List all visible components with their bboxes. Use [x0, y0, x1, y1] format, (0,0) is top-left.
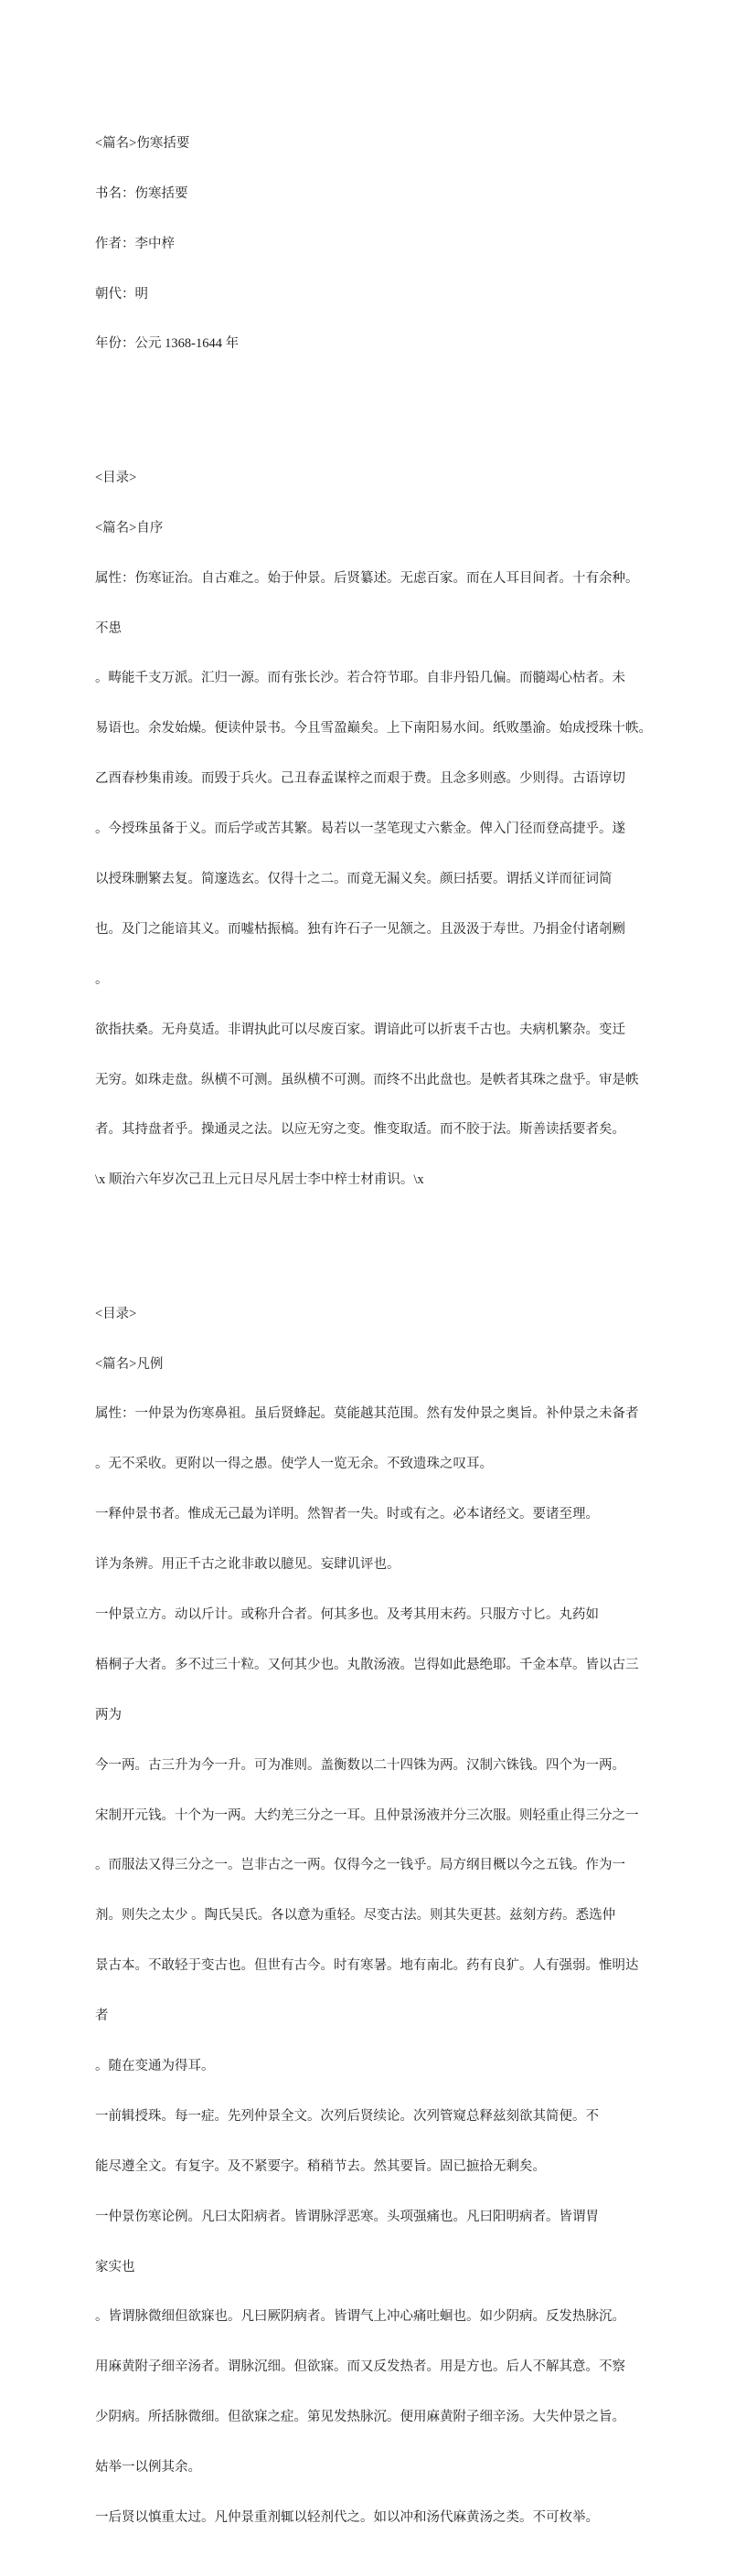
- meta-line-dynasty: 朝代：明: [95, 286, 148, 302]
- text-line: 一仲景伤寒论例。凡曰太阳病者。皆谓脉浮恶寒。头项强痛也。凡曰阳明病者。皆谓胃: [95, 2209, 599, 2224]
- text-line: 一后贤以慎重太过。凡仲景重剂辄以轻剂代之。如以冲和汤代麻黄汤之类。不可枚举。: [95, 2510, 599, 2526]
- text-line: 家实也: [95, 2259, 135, 2274]
- text-content: [95, 85, 698, 2576]
- text-line: 不患: [95, 620, 122, 636]
- text-line: 一仲景立方。动以斤计。或称升合者。何其多也。及考其用末药。只服方寸匕。丸药如: [95, 1607, 599, 1623]
- text-line: 景古本。不敢轻于变古也。但世有古今。时有寒暑。地有南北。药有良犷。人有强弱。惟明达: [95, 1958, 639, 1974]
- text-line: 一释仲景书者。惟成无己最为详明。然智者一失。时或有之。必本诸经文。要诸至理。: [95, 1507, 599, 1522]
- text-line: 属性：一仲景为伤寒鼻祖。虽后贤蜂起。莫能越其范围。然有发仲景之奥旨。补仲景之未备者: [95, 1406, 639, 1422]
- meta-line-author: 作者：李中梓: [95, 236, 175, 251]
- text-line: 。: [95, 971, 109, 987]
- toc-tag: <目录>: [95, 1306, 137, 1321]
- text-line: 姑举一以例其余。: [95, 2460, 201, 2475]
- section-title-tag: <篇名>自序: [95, 520, 164, 535]
- blank-line: [95, 1238, 698, 1255]
- text-line: 用麻黄附子细辛汤者。谓脉沉细。但欲寐。而又反发热者。用是方也。后人不解其意。不察: [95, 2359, 625, 2375]
- text-line: 梧桐子大者。多不过三十粒。又何其少也。丸散汤液。岂得如此悬绝耶。千金本草。皆以古三: [95, 1657, 639, 1672]
- text-line: 者: [95, 2009, 109, 2024]
- text-line: 。而服法又得三分之一。岂非古之一两。仅得今之一钱乎。局方纲目概以今之五钱。作为一: [95, 1858, 625, 1873]
- text-line: 。随在变通为得耳。: [95, 2059, 215, 2074]
- text-line: 者。其持盘者乎。操通灵之法。以应无穷之变。惟变取适。而不胶于法。斯善读括要者矣。: [95, 1122, 625, 1138]
- meta-line-year: 年份：公元 1368-1644 年: [95, 336, 240, 352]
- blank-line: [95, 403, 698, 419]
- text-line: 以授珠删繁去复。简邃选玄。仅得十之二。而竟无漏义矣。颜曰括要。谓括义详而征词简: [95, 871, 613, 886]
- text-line: 也。及门之能谙其义。而嘘枯振槁。独有许石子一见颔之。且汲汲于寿世。乃捐金付诸剞劂: [95, 921, 625, 937]
- text-line: 。今授珠虽备于义。而后学或苦其繁。曷若以一茎笔现丈六紫金。俾入门径而登高捷乎。遂: [95, 822, 625, 837]
- text-line: 。皆谓脉微细但欲寐也。凡曰厥阴病者。皆谓气上冲心痛吐蛔也。如少阴病。反发热脉沉。: [95, 2309, 625, 2325]
- text-line: 详为条辨。用正千古之讹非敢以臆见。妄肆讥评也。: [95, 1557, 400, 1573]
- text-line: 乙酉春杪集甫竣。而毁于兵火。己丑春孟谋梓之而艰于费。且念多则惑。少则得。古语谆切: [95, 771, 625, 787]
- text-line: 剂。则失之太少 。陶氏吴氏。各以意为重轻。尽变古法。则其失更甚。兹刻方药。悉选仲: [95, 1908, 616, 1924]
- text-line: 。畴能千支万派。汇归一源。而有张长沙。若合符节耶。自非丹铅几偏。而髓竭心枯者。未: [95, 671, 625, 686]
- text-line: 能尽遵全文。有复字。及不紧要字。稍稍节去。然其要旨。固已摭拾无剩矣。: [95, 2158, 546, 2174]
- text-line: \x 顺治六年岁次己丑上元日尽凡居士李中梓士材甫识。\x: [95, 1172, 424, 1188]
- text-line: 。无不采收。更附以一得之愚。使学人一览无余。不致遗珠之叹耳。: [95, 1457, 493, 1472]
- text-line: 无穷。如珠走盘。纵横不可测。虽纵横不可测。而终不出此盘也。是帙者其珠之盘乎。审是帙: [95, 1072, 639, 1087]
- toc-tag: <目录>: [95, 470, 137, 485]
- text-line: 易语也。余发始燥。便读仲景书。今且雪盈巅矣。上下南阳易水间。纸败墨渝。始成授珠十帙。: [95, 721, 652, 737]
- meta-line-book-name: 书名：伤寒括要: [95, 186, 188, 201]
- text-line: 宋制开元钱。十个为一两。大约羌三分之一耳。且仲景汤液并分三次服。则轻重止得三分之一: [95, 1807, 639, 1823]
- text-line: 一前辑授珠。每一症。先列仲景全文。次列后贤续论。次列管窥总释兹刻欲其简便。不: [95, 2108, 599, 2124]
- text-line: 欲指扶桑。无舟莫适。非谓执此可以尽废百家。谓谙此可以折衷千古也。夫病机繁杂。变迁: [95, 1022, 625, 1037]
- meta-line-title-tag: <篇名>伤寒括要: [95, 135, 190, 151]
- text-line: 今一两。古三升为今一升。可为准则。盖衡数以二十四铢为两。汉制六铢钱。四个为一两。: [95, 1757, 625, 1773]
- text-line: 属性：伤寒证治。自古难之。始于仲景。后贤纂述。无虑百家。而在人耳目间者。十有余种。: [95, 570, 639, 586]
- text-line: 两为: [95, 1707, 122, 1723]
- text-line: 少阴病。所括脉微细。但欲寐之症。第见发热脉沉。便用麻黄附子细辛汤。大失仲景之旨。: [95, 2410, 625, 2425]
- section-title-tag: <篇名>凡例: [95, 1356, 164, 1372]
